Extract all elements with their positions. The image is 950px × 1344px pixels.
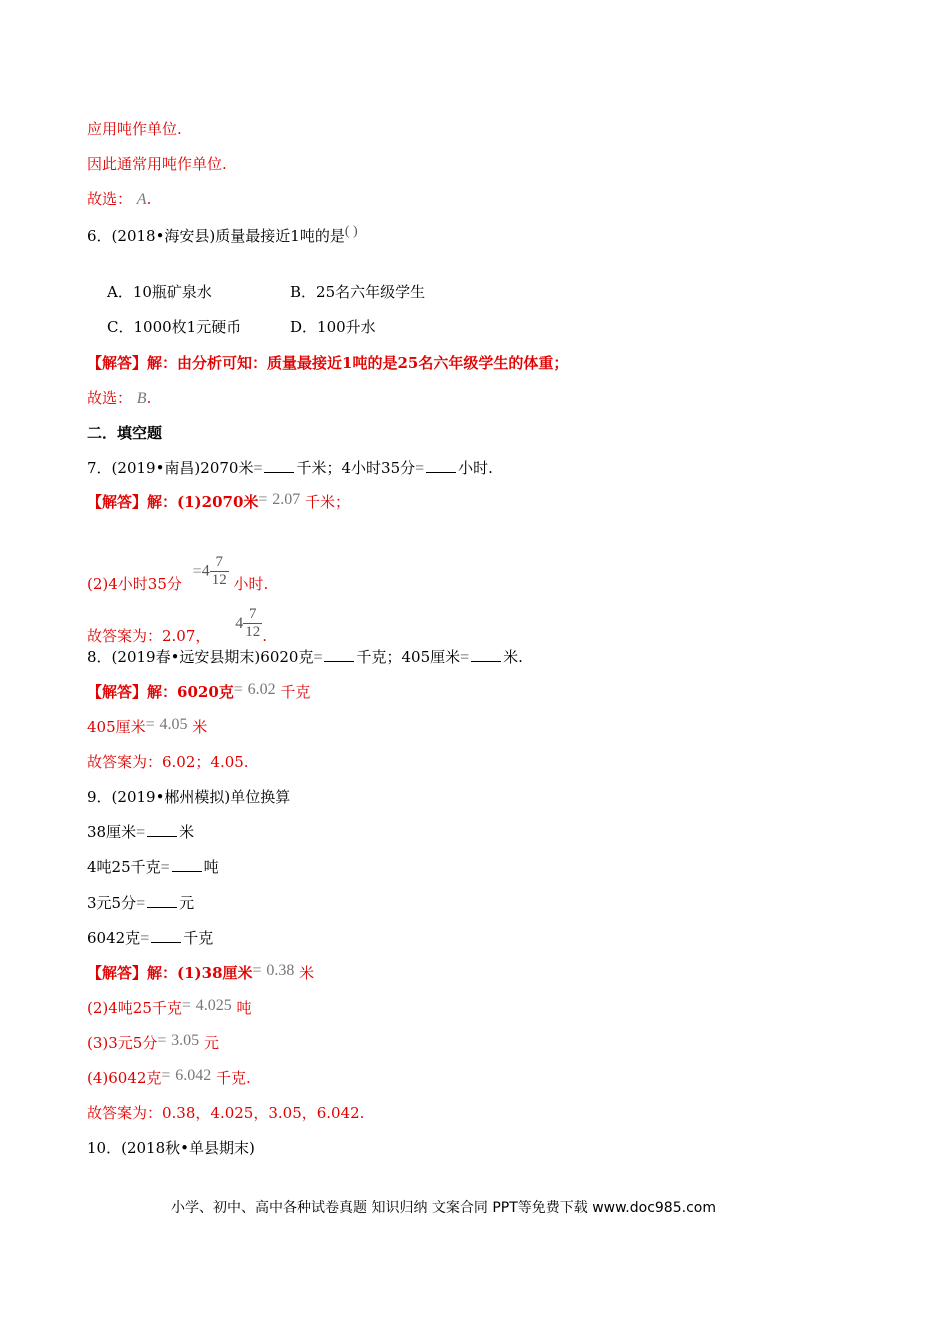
- text: .: [146, 190, 152, 208]
- answer-tag: 【解答】: [87, 354, 148, 372]
- text: 解：(1)2070米: [147, 493, 259, 511]
- text: 米.: [503, 648, 523, 666]
- text: 解：由分析可知：质量最接近1吨的是25名六年级学生的体重；: [147, 354, 569, 372]
- equals: =: [233, 681, 243, 698]
- option-d: [290, 317, 376, 337]
- text: 故选：: [87, 190, 133, 208]
- option-b: [290, 282, 425, 302]
- text: 千米；4小时35分: [296, 459, 416, 477]
- equals: =: [252, 962, 262, 979]
- text: 38厘米: [87, 823, 137, 841]
- page-footer: 小学、初中、高中各种试卷真题 知识归纳 文案合同 PPT等免费下载 www.doc985.com: [171, 1200, 716, 1216]
- unit: 千克: [280, 683, 311, 701]
- answer-tag: 【解答】: [87, 964, 148, 982]
- text: 应用吨作单位.: [87, 120, 182, 138]
- q7-answer-1: [87, 492, 350, 513]
- value: 6.02: [247, 681, 276, 698]
- numerator: 7: [248, 606, 257, 622]
- text: 二．填空题: [87, 424, 163, 442]
- text: (3)3元5分: [87, 1034, 158, 1052]
- question-9: [87, 787, 290, 807]
- numerator: 7: [215, 554, 223, 570]
- text: 小时.: [458, 459, 493, 477]
- equals: =: [181, 997, 191, 1014]
- value: 3.05: [171, 1032, 200, 1049]
- value: 0.38: [266, 962, 295, 979]
- equals: =: [253, 460, 263, 477]
- equals: =: [160, 859, 170, 876]
- section-heading: [87, 423, 162, 443]
- text: 6042克: [87, 929, 141, 947]
- unit: 千米；: [305, 493, 351, 511]
- blank[interactable]: [147, 893, 177, 908]
- text: 米: [179, 823, 195, 841]
- text: 故答案为：6.02；4.05.: [87, 753, 249, 771]
- q6-choose: [87, 388, 151, 409]
- blank[interactable]: [324, 647, 354, 662]
- value: 6.042: [175, 1067, 212, 1084]
- text: 9．(2019•郴州模拟)单位换算: [87, 788, 291, 806]
- q6-answer: [87, 353, 568, 373]
- equals: =: [145, 716, 155, 733]
- equals: =: [140, 930, 150, 947]
- equals: =: [313, 649, 323, 666]
- text: (4)6042克: [87, 1069, 162, 1087]
- equals: =: [258, 491, 268, 508]
- denominator: 12: [211, 572, 227, 588]
- equals: =: [157, 1032, 167, 1049]
- blank[interactable]: [147, 822, 177, 837]
- denominator: 12: [245, 624, 261, 640]
- value: 2.07: [272, 491, 301, 508]
- equals: =: [136, 824, 146, 841]
- text: 吨: [203, 858, 219, 876]
- blank[interactable]: [471, 647, 501, 662]
- text: (2)4吨25千克: [87, 999, 182, 1017]
- text: 4吨25千克: [87, 858, 161, 876]
- text: 千克；405厘米: [356, 648, 461, 666]
- text: 故选：: [87, 389, 133, 407]
- equals: =: [460, 649, 470, 666]
- unit: 米: [299, 964, 315, 982]
- question-10: [87, 1138, 255, 1158]
- unit: 元: [203, 1034, 219, 1052]
- mixed-whole: 4: [201, 562, 210, 580]
- answer-tag: 【解答】: [87, 493, 148, 511]
- text: D．100升水: [290, 318, 376, 336]
- text: 7．(2019•南昌)2070米: [87, 459, 254, 477]
- q9-final: [87, 1103, 364, 1123]
- text: 因此通常用吨作单位.: [87, 155, 227, 173]
- text: A．10瓶矿泉水: [107, 283, 212, 301]
- text: 8．(2019春•远安县期末)6020克: [87, 648, 314, 666]
- text: .: [262, 627, 267, 645]
- q9-answer-4: [87, 1068, 251, 1089]
- text: 元: [179, 894, 195, 912]
- equals: =: [161, 1067, 171, 1084]
- text: 405厘米: [87, 718, 146, 736]
- question-7: [87, 458, 493, 479]
- q8-answer-1: [87, 682, 310, 703]
- paren-blank: ( ): [344, 224, 358, 239]
- unit: 吨: [236, 999, 252, 1017]
- blank[interactable]: [264, 458, 294, 473]
- blank[interactable]: [151, 928, 181, 943]
- text: 故答案为：2.07，: [87, 627, 211, 645]
- text: 解：6020克: [147, 683, 234, 701]
- value: 4.025: [195, 997, 232, 1014]
- unit: 千克.: [216, 1069, 251, 1087]
- text: 10．(2018秋•单县期末): [87, 1139, 255, 1157]
- text: 解：(1)38厘米: [147, 964, 253, 982]
- answer-tag: 【解答】: [87, 683, 148, 701]
- question-6: [87, 226, 358, 248]
- blank[interactable]: [172, 857, 202, 872]
- question-8: [87, 647, 523, 668]
- equals: =: [136, 895, 146, 912]
- fraction: [243, 606, 262, 641]
- q8-answer-3: [87, 752, 249, 772]
- unit: 小时.: [233, 575, 269, 593]
- text: 6．(2018•海安县)质量最接近1吨的是: [87, 227, 345, 245]
- text: (2)4小时35分: [87, 575, 182, 593]
- option-a: [107, 282, 212, 302]
- text: 千克: [183, 929, 214, 947]
- q9-answer-1: [87, 963, 314, 984]
- equals: =: [192, 562, 202, 580]
- text: 3元5分: [87, 894, 137, 912]
- text: .: [146, 389, 152, 407]
- q9-item-3: [87, 893, 194, 914]
- q8-answer-2: [87, 717, 207, 738]
- line-l2: [87, 154, 227, 174]
- text: B．25名六年级学生: [290, 283, 426, 301]
- fraction: [210, 554, 229, 589]
- q9-answer-3: [87, 1033, 219, 1054]
- value: 4.05: [159, 716, 188, 733]
- answer-letter: A: [136, 191, 147, 208]
- line-l1: [87, 119, 182, 139]
- blank[interactable]: [426, 458, 456, 473]
- equals: =: [415, 460, 425, 477]
- answer-letter: B: [136, 390, 147, 407]
- q9-answer-2: [87, 998, 252, 1019]
- text: 故答案为：0.38，4.025，3.05，6.042.: [87, 1104, 365, 1122]
- line-l3: [87, 189, 151, 210]
- q9-item-2: [87, 857, 219, 878]
- q9-item-4: [87, 928, 213, 949]
- mixed-whole: 4: [235, 614, 244, 632]
- option-c: [107, 317, 241, 337]
- q9-item-1: [87, 822, 194, 843]
- unit: 米: [192, 718, 208, 736]
- text: C．1000枚1元硬币: [107, 318, 242, 336]
